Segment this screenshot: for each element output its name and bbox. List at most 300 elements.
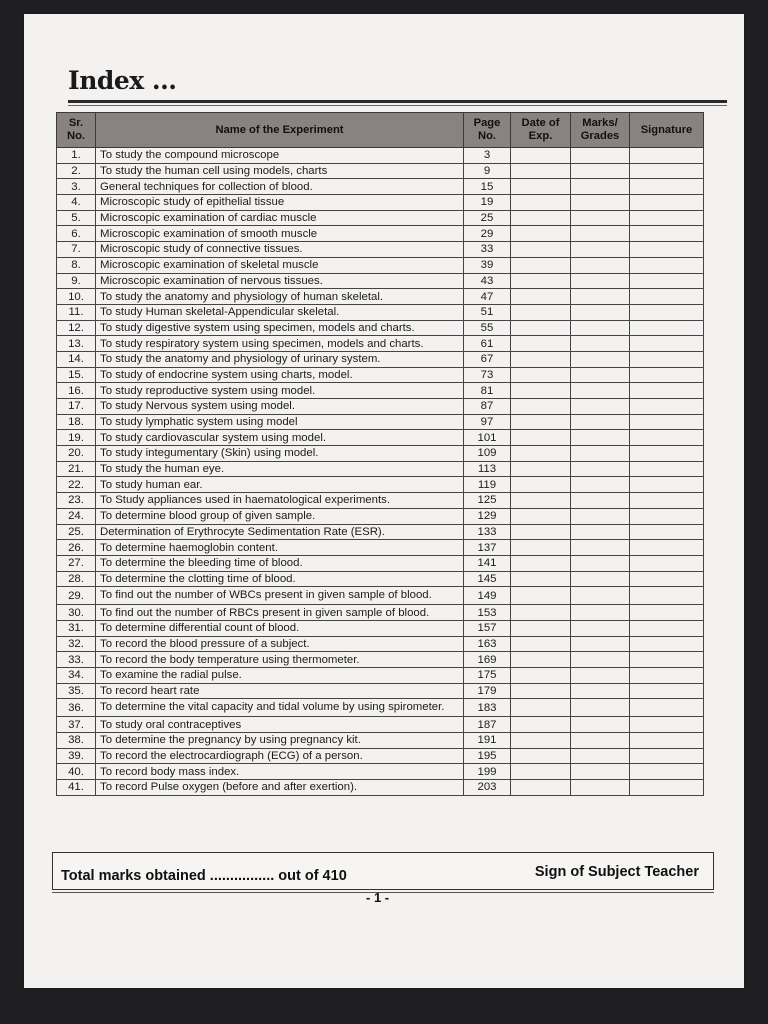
date-cell — [511, 336, 571, 352]
table-row — [57, 289, 704, 305]
page-number-cell: 61 — [464, 336, 511, 352]
table-row — [57, 652, 704, 668]
experiment-name-cell: To study the human cell using models, charts — [96, 163, 464, 179]
experiment-name-cell: General techniques for collection of blood. — [96, 179, 464, 195]
marks-cell — [571, 733, 630, 749]
sr-number-cell: 8. — [57, 257, 96, 273]
marks-cell — [571, 320, 630, 336]
page-number-cell: 179 — [464, 683, 511, 699]
date-cell — [511, 587, 571, 605]
experiment-name-cell: To study integumentary (Skin) using model. — [96, 446, 464, 462]
signature-cell — [630, 733, 704, 749]
signature-cell — [630, 446, 704, 462]
page-number-cell: 19 — [464, 195, 511, 211]
page-number-cell: 137 — [464, 540, 511, 556]
experiment-name-cell: To study of endocrine system using charts, model. — [96, 367, 464, 383]
signature-cell — [630, 508, 704, 524]
marks-cell — [571, 226, 630, 242]
signature-cell — [630, 226, 704, 242]
page-number-cell: 153 — [464, 605, 511, 621]
table-row — [57, 683, 704, 699]
table-row — [57, 446, 704, 462]
sr-number-cell: 18. — [57, 414, 96, 430]
signature-cell — [630, 242, 704, 258]
marks-cell — [571, 336, 630, 352]
date-cell — [511, 524, 571, 540]
marks-cell — [571, 351, 630, 367]
page-number-cell: 129 — [464, 508, 511, 524]
date-cell — [511, 668, 571, 684]
table-row — [57, 493, 704, 509]
header-marks: Marks/ Grades — [571, 113, 630, 148]
table-row — [57, 620, 704, 636]
sr-number-cell: 37. — [57, 717, 96, 733]
signature-cell — [630, 320, 704, 336]
sr-number-cell: 13. — [57, 336, 96, 352]
sr-number-cell: 35. — [57, 683, 96, 699]
marks-cell — [571, 414, 630, 430]
date-cell — [511, 304, 571, 320]
signature-cell — [630, 304, 704, 320]
marks-cell — [571, 257, 630, 273]
table-row — [57, 668, 704, 684]
experiment-name-cell: To study the anatomy and physiology of human skeletal. — [96, 289, 464, 305]
experiment-name-cell: Microscopic study of connective tissues. — [96, 242, 464, 258]
page-number-cell: 183 — [464, 699, 511, 717]
sr-number-cell: 25. — [57, 524, 96, 540]
date-cell — [511, 351, 571, 367]
sr-number-cell: 4. — [57, 195, 96, 211]
marks-cell — [571, 242, 630, 258]
marks-cell — [571, 477, 630, 493]
experiment-name-cell: To determine haemoglobin content. — [96, 540, 464, 556]
marks-cell — [571, 587, 630, 605]
marks-cell — [571, 179, 630, 195]
marks-cell — [571, 446, 630, 462]
signature-cell — [630, 636, 704, 652]
marks-cell — [571, 605, 630, 621]
signature-cell — [630, 461, 704, 477]
title-rule — [68, 100, 727, 103]
table-row — [57, 226, 704, 242]
marks-cell — [571, 780, 630, 796]
experiment-name-cell: Microscopic examination of nervous tissues. — [96, 273, 464, 289]
sr-number-cell: 12. — [57, 320, 96, 336]
experiment-name-cell: Microscopic examination of cardiac muscle — [96, 210, 464, 226]
marks-cell — [571, 195, 630, 211]
table-row — [57, 179, 704, 195]
date-cell — [511, 461, 571, 477]
date-cell — [511, 717, 571, 733]
date-cell — [511, 289, 571, 305]
signature-cell — [630, 668, 704, 684]
table-row — [57, 477, 704, 493]
table-row — [57, 636, 704, 652]
date-cell — [511, 195, 571, 211]
table-row — [57, 555, 704, 571]
date-cell — [511, 446, 571, 462]
signature-cell — [630, 571, 704, 587]
table-row — [57, 748, 704, 764]
signature-cell — [630, 652, 704, 668]
signature-cell — [630, 351, 704, 367]
page-number-cell: 9 — [464, 163, 511, 179]
experiment-name-cell: To study the compound microscope — [96, 148, 464, 164]
experiment-name-cell: To examine the radial pulse. — [96, 668, 464, 684]
marks-cell — [571, 571, 630, 587]
document-page — [24, 14, 744, 988]
signature-cell — [630, 605, 704, 621]
table-header-row — [57, 113, 704, 148]
signature-cell — [630, 399, 704, 415]
page-number-cell: 73 — [464, 367, 511, 383]
marks-cell — [571, 524, 630, 540]
sr-number-cell: 33. — [57, 652, 96, 668]
signature-cell — [630, 257, 704, 273]
sr-number-cell: 7. — [57, 242, 96, 258]
page-number-cell: 55 — [464, 320, 511, 336]
sr-number-cell: 20. — [57, 446, 96, 462]
table-row — [57, 163, 704, 179]
date-cell — [511, 508, 571, 524]
marks-cell — [571, 461, 630, 477]
experiment-name-cell: To study lymphatic system using model — [96, 414, 464, 430]
page-number-cell: 81 — [464, 383, 511, 399]
experiment-name-cell: To record the electrocardiograph (ECG) of a person. — [96, 748, 464, 764]
date-cell — [511, 652, 571, 668]
page-number-cell: 191 — [464, 733, 511, 749]
experiment-name-cell: To Study appliances used in haematological experiments. — [96, 493, 464, 509]
table-row — [57, 508, 704, 524]
date-cell — [511, 764, 571, 780]
date-cell — [511, 414, 571, 430]
signature-cell — [630, 699, 704, 717]
page-number-cell: 187 — [464, 717, 511, 733]
sr-number-cell: 26. — [57, 540, 96, 556]
table-row — [57, 273, 704, 289]
date-cell — [511, 780, 571, 796]
date-cell — [511, 555, 571, 571]
title-rule-thin — [68, 105, 727, 106]
sr-number-cell: 19. — [57, 430, 96, 446]
sr-number-cell: 21. — [57, 461, 96, 477]
marks-cell — [571, 636, 630, 652]
date-cell — [511, 242, 571, 258]
experiment-name-cell: To determine the pregnancy by using pregnancy kit. — [96, 733, 464, 749]
sr-number-cell: 2. — [57, 163, 96, 179]
experiment-name-cell: To record the body temperature using thermometer. — [96, 652, 464, 668]
table-row — [57, 242, 704, 258]
signature-cell — [630, 179, 704, 195]
marks-cell — [571, 699, 630, 717]
marks-cell — [571, 289, 630, 305]
marks-cell — [571, 748, 630, 764]
table-row — [57, 461, 704, 477]
sr-number-cell: 31. — [57, 620, 96, 636]
sr-number-cell: 17. — [57, 399, 96, 415]
page-number-cell: 29 — [464, 226, 511, 242]
experiment-name-cell: To study reproductive system using model. — [96, 383, 464, 399]
marks-cell — [571, 493, 630, 509]
experiment-name-cell: To study Nervous system using model. — [96, 399, 464, 415]
page-number-cell: 195 — [464, 748, 511, 764]
table-row — [57, 320, 704, 336]
table-row — [57, 699, 704, 717]
sr-number-cell: 24. — [57, 508, 96, 524]
date-cell — [511, 477, 571, 493]
page-number: - 1 - — [366, 890, 390, 905]
marks-cell — [571, 717, 630, 733]
signature-cell — [630, 780, 704, 796]
page-number-cell: 39 — [464, 257, 511, 273]
sr-number-cell: 9. — [57, 273, 96, 289]
signature-cell — [630, 367, 704, 383]
signature-cell — [630, 163, 704, 179]
page-number-cell: 199 — [464, 764, 511, 780]
table-row — [57, 195, 704, 211]
signature-cell — [630, 195, 704, 211]
sr-number-cell: 27. — [57, 555, 96, 571]
signature-cell — [630, 148, 704, 164]
experiment-name-cell: To determine the vital capacity and tidal volume by using spirometer. — [96, 699, 464, 717]
table-row — [57, 764, 704, 780]
experiment-name-cell: To record heart rate — [96, 683, 464, 699]
marks-cell — [571, 555, 630, 571]
page-number-cell: 43 — [464, 273, 511, 289]
date-cell — [511, 733, 571, 749]
signature-cell — [630, 273, 704, 289]
sr-number-cell: 14. — [57, 351, 96, 367]
signature-cell — [630, 555, 704, 571]
marks-cell — [571, 210, 630, 226]
page-number-cell: 157 — [464, 620, 511, 636]
date-cell — [511, 148, 571, 164]
marks-cell — [571, 508, 630, 524]
experiment-name-cell: To find out the number of WBCs present in given sample of blood. — [96, 587, 464, 605]
page-number-cell: 125 — [464, 493, 511, 509]
teacher-sign-label: Sign of Subject Teacher — [534, 864, 699, 880]
page-number-cell: 119 — [464, 477, 511, 493]
experiment-name-cell: To study the anatomy and physiology of urinary system. — [96, 351, 464, 367]
table-row — [57, 524, 704, 540]
experiment-name-cell: To study human ear. — [96, 477, 464, 493]
marks-cell — [571, 367, 630, 383]
date-cell — [511, 605, 571, 621]
page-number-cell: 15 — [464, 179, 511, 195]
table-row — [57, 367, 704, 383]
table-row — [57, 430, 704, 446]
date-cell — [511, 636, 571, 652]
experiment-name-cell: Microscopic study of epithelial tissue — [96, 195, 464, 211]
sr-number-cell: 6. — [57, 226, 96, 242]
sr-number-cell: 5. — [57, 210, 96, 226]
date-cell — [511, 683, 571, 699]
signature-cell — [630, 477, 704, 493]
page-number-cell: 101 — [464, 430, 511, 446]
table-row — [57, 351, 704, 367]
table-row — [57, 414, 704, 430]
page-number-cell: 51 — [464, 304, 511, 320]
date-cell — [511, 571, 571, 587]
sr-number-cell: 3. — [57, 179, 96, 195]
experiment-name-cell: Microscopic examination of skeletal muscle — [96, 257, 464, 273]
signature-cell — [630, 717, 704, 733]
page-title: Index ... — [68, 66, 177, 95]
experiment-name-cell: To study oral contraceptives — [96, 717, 464, 733]
date-cell — [511, 493, 571, 509]
sr-number-cell: 30. — [57, 605, 96, 621]
header-signature: Signature — [630, 113, 704, 148]
date-cell — [511, 430, 571, 446]
marks-cell — [571, 148, 630, 164]
experiment-name-cell: To study Human skeletal-Appendicular skeletal. — [96, 304, 464, 320]
experiment-name-cell: To find out the number of RBCs present in given sample of blood. — [96, 605, 464, 621]
marks-cell — [571, 163, 630, 179]
experiment-name-cell: To determine the bleeding time of blood. — [96, 555, 464, 571]
total-marks-text: Total marks obtained ................ out of 410 — [61, 868, 347, 884]
page-number-cell: 67 — [464, 351, 511, 367]
date-cell — [511, 383, 571, 399]
page-number-cell: 203 — [464, 780, 511, 796]
experiment-name-cell: To record body mass index. — [96, 764, 464, 780]
marks-cell — [571, 540, 630, 556]
marks-cell — [571, 399, 630, 415]
page-number-cell: 149 — [464, 587, 511, 605]
table-row — [57, 717, 704, 733]
signature-cell — [630, 430, 704, 446]
page-number-cell: 133 — [464, 524, 511, 540]
marks-cell — [571, 383, 630, 399]
page-number-cell: 47 — [464, 289, 511, 305]
table-row — [57, 780, 704, 796]
page-number-cell: 169 — [464, 652, 511, 668]
page-number-cell: 97 — [464, 414, 511, 430]
table-row — [57, 587, 704, 605]
table-row — [57, 540, 704, 556]
sr-number-cell: 22. — [57, 477, 96, 493]
page-number-cell: 3 — [464, 148, 511, 164]
signature-cell — [630, 383, 704, 399]
experiment-name-cell: To study the human eye. — [96, 461, 464, 477]
signature-cell — [630, 414, 704, 430]
marks-cell — [571, 304, 630, 320]
experiment-name-cell: To record the blood pressure of a subject. — [96, 636, 464, 652]
experiment-name-cell: To determine the clotting time of blood. — [96, 571, 464, 587]
signature-cell — [630, 748, 704, 764]
sr-number-cell: 23. — [57, 493, 96, 509]
page-number-cell: 33 — [464, 242, 511, 258]
signature-cell — [630, 289, 704, 305]
signature-cell — [630, 524, 704, 540]
header-sr-no: Sr. No. — [57, 113, 96, 148]
page-number-cell: 141 — [464, 555, 511, 571]
date-cell — [511, 699, 571, 717]
date-cell — [511, 399, 571, 415]
sr-number-cell: 40. — [57, 764, 96, 780]
signature-cell — [630, 210, 704, 226]
signature-cell — [630, 683, 704, 699]
sr-number-cell: 29. — [57, 587, 96, 605]
date-cell — [511, 748, 571, 764]
table-row — [57, 605, 704, 621]
table-row — [57, 257, 704, 273]
date-cell — [511, 179, 571, 195]
date-cell — [511, 163, 571, 179]
experiment-index-table — [56, 112, 704, 796]
sr-number-cell: 11. — [57, 304, 96, 320]
date-cell — [511, 226, 571, 242]
page-number-cell: 113 — [464, 461, 511, 477]
page-number-cell: 163 — [464, 636, 511, 652]
sr-number-cell: 1. — [57, 148, 96, 164]
experiment-name-cell: To study respiratory system using specimen, models and charts. — [96, 336, 464, 352]
sr-number-cell: 16. — [57, 383, 96, 399]
signature-cell — [630, 620, 704, 636]
signature-cell — [630, 587, 704, 605]
experiment-name-cell: To record Pulse oxygen (before and after exertion). — [96, 780, 464, 796]
date-cell — [511, 540, 571, 556]
marks-cell — [571, 273, 630, 289]
sr-number-cell: 41. — [57, 780, 96, 796]
table-row — [57, 383, 704, 399]
sr-number-cell: 32. — [57, 636, 96, 652]
date-cell — [511, 210, 571, 226]
table-row — [57, 210, 704, 226]
date-cell — [511, 257, 571, 273]
page-number-cell: 145 — [464, 571, 511, 587]
table-row — [57, 148, 704, 164]
header-experiment-name: Name of the Experiment — [96, 113, 464, 148]
experiment-name-cell: Determination of Erythrocyte Sedimentation Rate (ESR). — [96, 524, 464, 540]
page-number-cell: 109 — [464, 446, 511, 462]
date-cell — [511, 620, 571, 636]
header-date: Date of Exp. — [511, 113, 571, 148]
sr-number-cell: 36. — [57, 699, 96, 717]
page-number-cell: 175 — [464, 668, 511, 684]
sr-number-cell: 15. — [57, 367, 96, 383]
experiment-name-cell: To determine differential count of blood. — [96, 620, 464, 636]
sr-number-cell: 34. — [57, 668, 96, 684]
marks-cell — [571, 764, 630, 780]
date-cell — [511, 273, 571, 289]
experiment-name-cell: To determine blood group of given sample. — [96, 508, 464, 524]
sr-number-cell: 38. — [57, 733, 96, 749]
marks-cell — [571, 668, 630, 684]
signature-cell — [630, 540, 704, 556]
footer-box — [52, 852, 714, 890]
table-row — [57, 571, 704, 587]
sr-number-cell: 39. — [57, 748, 96, 764]
date-cell — [511, 367, 571, 383]
table-row — [57, 733, 704, 749]
page-number-cell: 25 — [464, 210, 511, 226]
table-row — [57, 304, 704, 320]
marks-cell — [571, 620, 630, 636]
marks-cell — [571, 683, 630, 699]
header-page-no: Page No. — [464, 113, 511, 148]
experiment-name-cell: To study digestive system using specimen, models and charts. — [96, 320, 464, 336]
marks-cell — [571, 652, 630, 668]
table-row — [57, 399, 704, 415]
signature-cell — [630, 493, 704, 509]
table-row — [57, 336, 704, 352]
experiment-name-cell: To study cardiovascular system using model. — [96, 430, 464, 446]
sr-number-cell: 28. — [57, 571, 96, 587]
signature-cell — [630, 336, 704, 352]
date-cell — [511, 320, 571, 336]
marks-cell — [571, 430, 630, 446]
sr-number-cell: 10. — [57, 289, 96, 305]
